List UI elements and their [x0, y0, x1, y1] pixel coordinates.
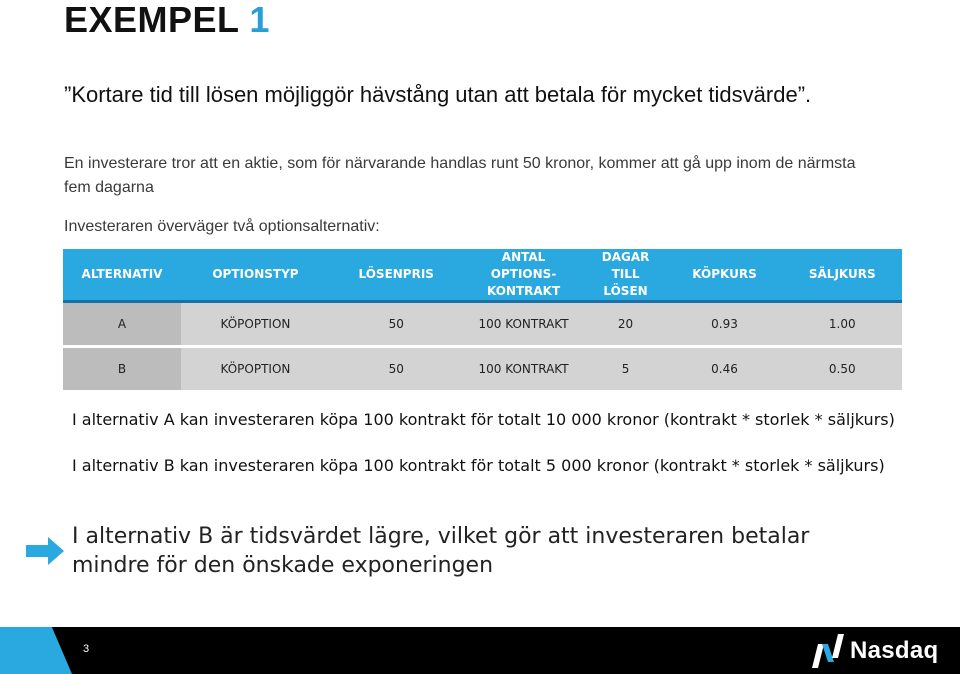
- cell-losenpris: 50: [330, 302, 463, 347]
- cell-saljkurs: 0.50: [783, 347, 902, 391]
- table-row: [63, 347, 902, 391]
- footer-accent: [0, 627, 72, 674]
- header-dagar-till-losen: DAGAR TILL LÖSEN: [585, 249, 667, 302]
- title-text: EXEMPEL: [64, 0, 239, 40]
- cell-losenpris: 50: [330, 347, 463, 391]
- arrow-right-icon: [26, 537, 64, 565]
- alternative-a-text: I alternativ A kan investeraren köpa 100 kontrakt för totalt 10 000 kronor (kontrakt * storlek * säljkurs): [72, 410, 895, 429]
- cell-dagar: 5: [585, 347, 667, 391]
- cell-kopkurs: 0.46: [667, 347, 783, 391]
- header-kopkurs: KÖPKURS: [667, 249, 783, 302]
- header-optionstyp: OPTIONSTYP: [181, 249, 330, 302]
- cell-optionstyp: KÖPOPTION: [181, 347, 330, 391]
- title-number: 1: [249, 0, 270, 40]
- nasdaq-logo: [810, 633, 939, 669]
- cell-optionstyp: KÖPOPTION: [181, 302, 330, 347]
- nasdaq-logo-text: Nasdaq: [850, 637, 939, 664]
- table-header-row: [63, 249, 902, 302]
- cell-antal: 100 KONTRAKT: [463, 347, 585, 391]
- footer-bar: [0, 627, 960, 674]
- consider-paragraph: Investeraren överväger två optionsalternativ:: [64, 218, 380, 235]
- cell-antal: 100 KONTRAKT: [463, 302, 585, 347]
- intro-paragraph: En investerare tror att en aktie, som för närvarande handlas runt 50 kronor, kommer att gå upp inom de närmsta fem dagarna: [64, 155, 856, 196]
- page-number: 3: [83, 643, 90, 655]
- alternative-b-text: I alternativ B kan investeraren köpa 100 kontrakt för totalt 5 000 kronor (kontrakt * storlek * säljkurs): [72, 456, 885, 475]
- conclusion: I alternativ B är tidsvärdet lägre, vilket gör att investeraren betalar mindre för den önskade exponeringen: [72, 524, 810, 578]
- header-losenpris: LÖSENPRIS: [330, 249, 463, 302]
- cell-dagar: 20: [585, 302, 667, 347]
- cell-alternativ: A: [63, 302, 181, 347]
- options-table: [63, 249, 902, 390]
- page-title: [64, 0, 270, 40]
- cell-alternativ: B: [63, 347, 181, 391]
- cell-kopkurs: 0.93: [667, 302, 783, 347]
- header-saljkurs: SÄLJKURS: [783, 249, 902, 302]
- cell-saljkurs: 1.00: [783, 302, 902, 347]
- header-antal-kontrakt: ANTAL OPTIONS-KONTRAKT: [463, 249, 585, 302]
- table-row: [63, 302, 902, 347]
- quote: ”Kortare tid till lösen möjliggör hävstång utan att betala för mycket tidsvärde”.: [64, 82, 812, 107]
- header-alternativ: ALTERNATIV: [63, 249, 181, 302]
- nasdaq-logo-icon: [810, 634, 846, 668]
